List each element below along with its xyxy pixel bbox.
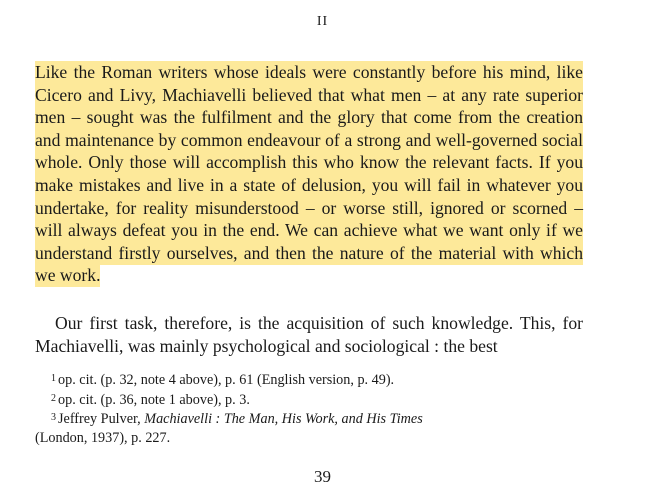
footnote-text: (London, 1937), p. 227. bbox=[35, 429, 171, 446]
footnote-marker: 2 bbox=[51, 392, 56, 404]
highlighted-paragraph bbox=[35, 61, 583, 287]
page-number: 39 bbox=[314, 467, 331, 486]
footnote-author: Jeffrey Pulver, bbox=[58, 411, 141, 427]
footnote-1 bbox=[35, 370, 583, 390]
footnote-3 bbox=[35, 409, 583, 447]
footnote-text: op. cit. (p. 32, note 4 above), p. 61 (English version, p. 49). bbox=[58, 372, 395, 388]
highlighted-text: Like the Roman writers whose ideals were constantly before his mind, like Cicero and Livy, Machiavelli believed that what men – at any rate superior men – sought was the fulfilment and the glory that come from the creation and maintenance by common endeavour of a strong and well-governed social whole. Only those will accomplish this who know the relevant facts. If you make mistakes and live in a state of delusion, you will fail in whatever you undertake, for reality misunderstood – or worse still, ignored or scorned – will always defeat you in the end. We can achieve what we want only if we understand firstly ourselves, and then the nature of the material with which we work. bbox=[35, 62, 583, 286]
chapter-marker: II bbox=[316, 14, 329, 29]
footnote-book-title: Machiavelli : The Man, His Work, and His Times bbox=[144, 411, 423, 427]
footnote-marker: 3 bbox=[51, 412, 56, 423]
body-paragraph: Our first task, therefore, is the acquisition of such knowledge. This, for Machiavelli, was mainly psychological and sociological : the best bbox=[35, 313, 583, 356]
footnote-text: op. cit. (p. 36, note 1 above), p. 3. bbox=[58, 391, 250, 408]
footnotes bbox=[35, 370, 583, 447]
footnote-2 bbox=[35, 390, 583, 410]
footnote-marker: 1 bbox=[51, 373, 56, 384]
